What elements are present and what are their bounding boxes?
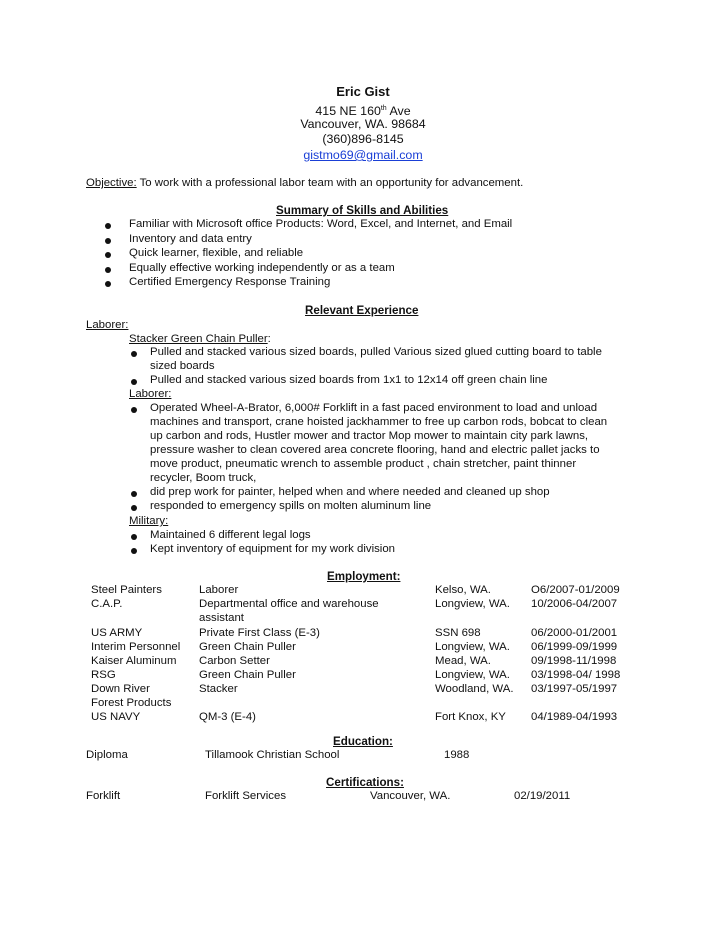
employment-position: Stacker [199,682,238,695]
employment-company: Interim Personnel [91,640,181,653]
list-item-text: responded to emergency spills on molten aluminum line [150,500,432,512]
bullet-icon [105,281,111,287]
employment-position: Green Chain Puller [199,640,296,653]
employment-location: Longview, WA. [435,640,510,653]
objective-label: Objective: [86,177,137,189]
employment-location: Longview, WA. [435,598,510,610]
bullet-icon [131,407,137,413]
list-item-text: Pulled and stacked various sized boards, pulled Various sized glued cutting board to table [150,346,602,358]
employment-dates: 06/2000-01/2001 [531,626,618,639]
employment-location: Longview, WA. [435,668,510,681]
employment-dates: 03/1997-05/1997 [531,682,618,695]
employment-position: Green Chain Puller [199,668,296,681]
skills-heading: Summary of Skills and Abilities [276,204,449,217]
employment-position-continued: assistant [199,612,244,624]
objective [86,177,523,189]
bullet-icon [105,252,111,258]
experience-section-label: Laborer: [86,319,129,331]
job-title-military: Military: [129,515,169,527]
list-item-text: Familiar with Microsoft office Products: Word, Excel, and Internet, and Email [129,218,513,230]
employment-location: Fort Knox, KY [435,711,506,723]
bullet-icon [131,379,137,385]
employment-company: Kaiser Aluminum [91,654,177,667]
list-item-text: Maintained 6 different legal logs [150,529,311,541]
education-school: Tillamook Christian School [205,749,340,761]
bullet-icon [105,223,111,229]
list-item-text: move product, pneumatic wrench to assemble product , chain stretcher, paint thinner [150,458,577,470]
list-item-text: Pulled and stacked various sized boards from 1x1 to 12x14 off green chain line [150,374,548,386]
list-item-text: Operated Wheel-A-Brator, 6,000# Forklift in a fast paced environment to load and unload [150,402,598,414]
list-item-text: Inventory and data entry [129,232,252,245]
employment-dates: 04/1989-04/1993 [531,711,618,723]
employment-dates: 03/1998-04/ 1998 [531,668,621,681]
employment-dates: 10/2006-04/2007 [531,598,618,610]
bullet-icon [131,351,137,357]
list-item-text: Equally effective working independently or as a team [129,261,395,274]
employment-company: US ARMY [91,626,143,639]
certification-location: Vancouver, WA. [370,790,451,802]
list-item-text: pressure washer to clean covered area concrete flooring, hand and electric pallet jacks to [150,444,600,456]
employment-position: Laborer [199,584,239,596]
employment-location: Woodland, WA. [435,682,514,695]
list-item-text: did prep work for painter, helped when and where needed and cleaned up shop [150,486,550,498]
employment-dates: 09/1998-11/1998 [531,654,617,667]
street-address: 415 NE 160th Ave [315,104,411,118]
bullet-icon [131,491,137,497]
bullet-icon [131,505,137,511]
list-item-text: recycler, Boom truck, [150,472,257,484]
employment-company: Steel Painters [91,584,162,596]
employment-location: SSN 698 [435,626,481,639]
employment-company-continued: Forest Products [91,696,172,709]
education-year: 1988 [444,749,470,761]
bullet-icon [131,548,137,554]
candidate-name: Eric Gist [336,84,390,99]
objective-text: To work with a professional labor team with an opportunity for advancement. [136,177,524,189]
list-item-text: Kept inventory of equipment for my work division [150,543,396,555]
list-item-text: Quick learner, flexible, and reliable [129,247,304,260]
employment-dates: O6/2007-01/2009 [531,584,620,596]
employment-position: Private First Class (E-3) [199,626,320,639]
employment-location: Mead, WA. [435,654,491,667]
employment-company: RSG [91,668,116,681]
job-title-stacker: Stacker Green Chain Puller: [129,333,271,345]
bullet-icon [105,267,111,273]
email-link[interactable]: gistmo69@gmail.com [303,148,423,162]
employment-position: Departmental office and warehouse [199,598,379,610]
certification-name: Forklift [86,790,121,802]
employment-dates: 06/1999-09/1999 [531,640,618,653]
employment-company: US NAVY [91,711,141,723]
list-item-text: machines and transport, crane hoisted jackhammer to free up carbon rods, bobcat to clean [150,416,608,428]
employment-location: Kelso, WA. [435,584,491,596]
list-item-text: Certified Emergency Response Training [129,276,331,289]
employment-position: Carbon Setter [199,654,270,667]
employment-position: QM-3 (E-4) [199,711,256,723]
employment-heading: Employment: [327,570,401,583]
education-heading: Education: [333,735,393,748]
list-item-text: sized boards [150,360,215,372]
bullet-icon [131,534,137,540]
certifications-heading: Certifications: [326,776,404,789]
employment-company: Down River [91,682,150,695]
employment-company: C.A.P. [91,598,123,610]
certification-date: 02/19/2011 [514,790,571,802]
city-state-zip: Vancouver, WA. 98684 [300,117,426,131]
certification-provider: Forklift Services [205,790,287,802]
phone-number: (360)896-8145 [322,132,404,146]
job-title-laborer: Laborer: [129,388,172,400]
experience-heading: Relevant Experience [305,304,419,317]
list-item-text: up carbon and rods, Hustler mower and tractor Mop mower to maintain city park lawns, [150,430,589,442]
bullet-icon [105,238,111,244]
education-degree: Diploma [86,749,128,761]
